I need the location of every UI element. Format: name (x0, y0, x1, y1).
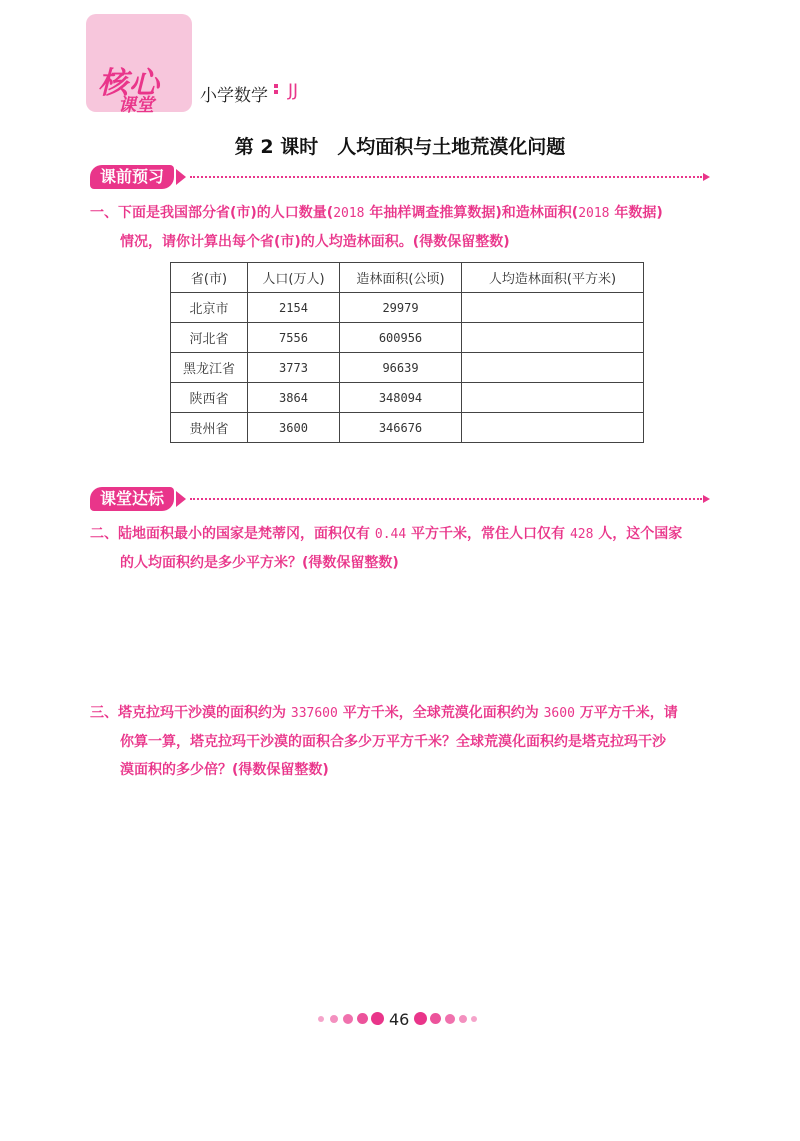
footer-dot-icon (459, 1015, 467, 1023)
question-2 (90, 520, 712, 577)
forestation-table (170, 262, 644, 443)
footer-dot-icon (414, 1012, 427, 1025)
q3-text-a: 三、塔克拉玛干沙漠的面积约为 (90, 705, 291, 721)
footer-dot-icon (318, 1016, 324, 1022)
section-label-preview: 课前预习 (90, 165, 174, 189)
forest-area-cell: 600956 (340, 323, 462, 353)
table-header-cell: 人口(万人) (248, 263, 340, 293)
table-row (171, 383, 644, 413)
question-3 (90, 699, 712, 784)
province-cell: 贵州省 (171, 413, 248, 443)
population-cell: 7556 (248, 323, 340, 353)
q1-year-2: 2018 (578, 206, 610, 221)
footer-dot-icon (343, 1014, 353, 1024)
question-1 (90, 199, 712, 256)
page-number: 46 (389, 1010, 410, 1029)
table-row (171, 353, 644, 383)
province-cell: 黑龙江省 (171, 353, 248, 383)
table-row (171, 323, 644, 353)
answer-cell[interactable] (462, 413, 644, 443)
forest-area-cell: 348094 (340, 383, 462, 413)
section-header-practice (90, 487, 710, 513)
section-arrow-icon (176, 169, 186, 185)
forest-area-cell: 346676 (340, 413, 462, 443)
q1-text-line2: 情况，请你计算出每个省(市)的人均造林面积。(得数保留整数) (120, 234, 510, 250)
q3-text-b: 平方千米，全球荒漠化面积约为 (337, 705, 544, 721)
q3-global-value: 3600 (543, 706, 575, 721)
lesson-title: 第 2 课时 人均面积与土地荒漠化问题 (234, 136, 566, 158)
answer-cell[interactable] (462, 323, 644, 353)
population-cell: 3864 (248, 383, 340, 413)
section-end-arrow-icon (703, 495, 710, 503)
q2-text-c: 人，这个国家 (593, 526, 683, 542)
page-footer (0, 1010, 800, 1030)
section-divider (190, 176, 702, 178)
table-header-row (171, 263, 644, 293)
section-divider (190, 498, 702, 500)
province-cell: 北京市 (171, 293, 248, 323)
province-cell: 陕西省 (171, 383, 248, 413)
forest-area-cell: 96639 (340, 353, 462, 383)
province-cell: 河北省 (171, 323, 248, 353)
q3-text-line3: 漠面积的多少倍？(得数保留整数) (120, 762, 329, 778)
q1-text-a: 一、下面是我国部分省(市)的人口数量( (90, 205, 334, 221)
forest-area-cell: 29979 (340, 293, 462, 323)
section-label-practice: 课堂达标 (90, 487, 174, 511)
answer-cell[interactable] (462, 353, 644, 383)
subject-label: 小学数学 (200, 86, 268, 106)
q1-text-b: 年抽样调查推算数据)和造林面积( (364, 205, 579, 221)
population-cell: 2154 (248, 293, 340, 323)
q2-text-b: 平方千米，常住人口仅有 (406, 526, 570, 542)
q3-area-value: 337600 (290, 706, 338, 721)
logo-text-core: 核心 (98, 66, 160, 101)
q3-text-line2: 你算一算，塔克拉玛干沙漠的面积合多少万平方千米？全球荒漠化面积约是塔克拉玛干沙 (120, 734, 666, 750)
q3-text-c: 万平方千米，请 (574, 705, 678, 721)
answer-cell[interactable] (462, 383, 644, 413)
population-cell: 3773 (248, 353, 340, 383)
footer-dot-icon (445, 1014, 455, 1024)
logo-text-class: 课堂 (118, 95, 154, 116)
subject-separator (274, 84, 280, 98)
table-row (171, 293, 644, 323)
q2-text-a: 二、陆地面积最小的国家是梵蒂冈，面积仅有 (90, 526, 375, 542)
q2-text-line2: 的人均面积约是多少平方米？(得数保留整数) (120, 555, 399, 571)
answer-cell[interactable] (462, 293, 644, 323)
section-end-arrow-icon (703, 173, 710, 181)
edition-label: JJ (288, 81, 299, 101)
table-header-cell: 造林面积(公顷) (340, 263, 462, 293)
table-row (171, 413, 644, 443)
q2-area-value: 0.44 (374, 527, 407, 542)
q1-text-c: 年数据) (609, 205, 663, 221)
footer-dot-icon (371, 1012, 384, 1025)
footer-dot-icon (430, 1013, 441, 1024)
q1-year-1: 2018 (333, 206, 365, 221)
section-header-preview (90, 165, 710, 191)
table-header-cell: 省(市) (171, 263, 248, 293)
section-arrow-icon (176, 491, 186, 507)
q2-population-value: 428 (569, 527, 594, 542)
table-header-cell: 人均造林面积(平方米) (462, 263, 644, 293)
population-cell: 3600 (248, 413, 340, 443)
footer-dot-icon (357, 1013, 368, 1024)
footer-dot-icon (330, 1015, 338, 1023)
footer-dot-icon (471, 1016, 477, 1022)
